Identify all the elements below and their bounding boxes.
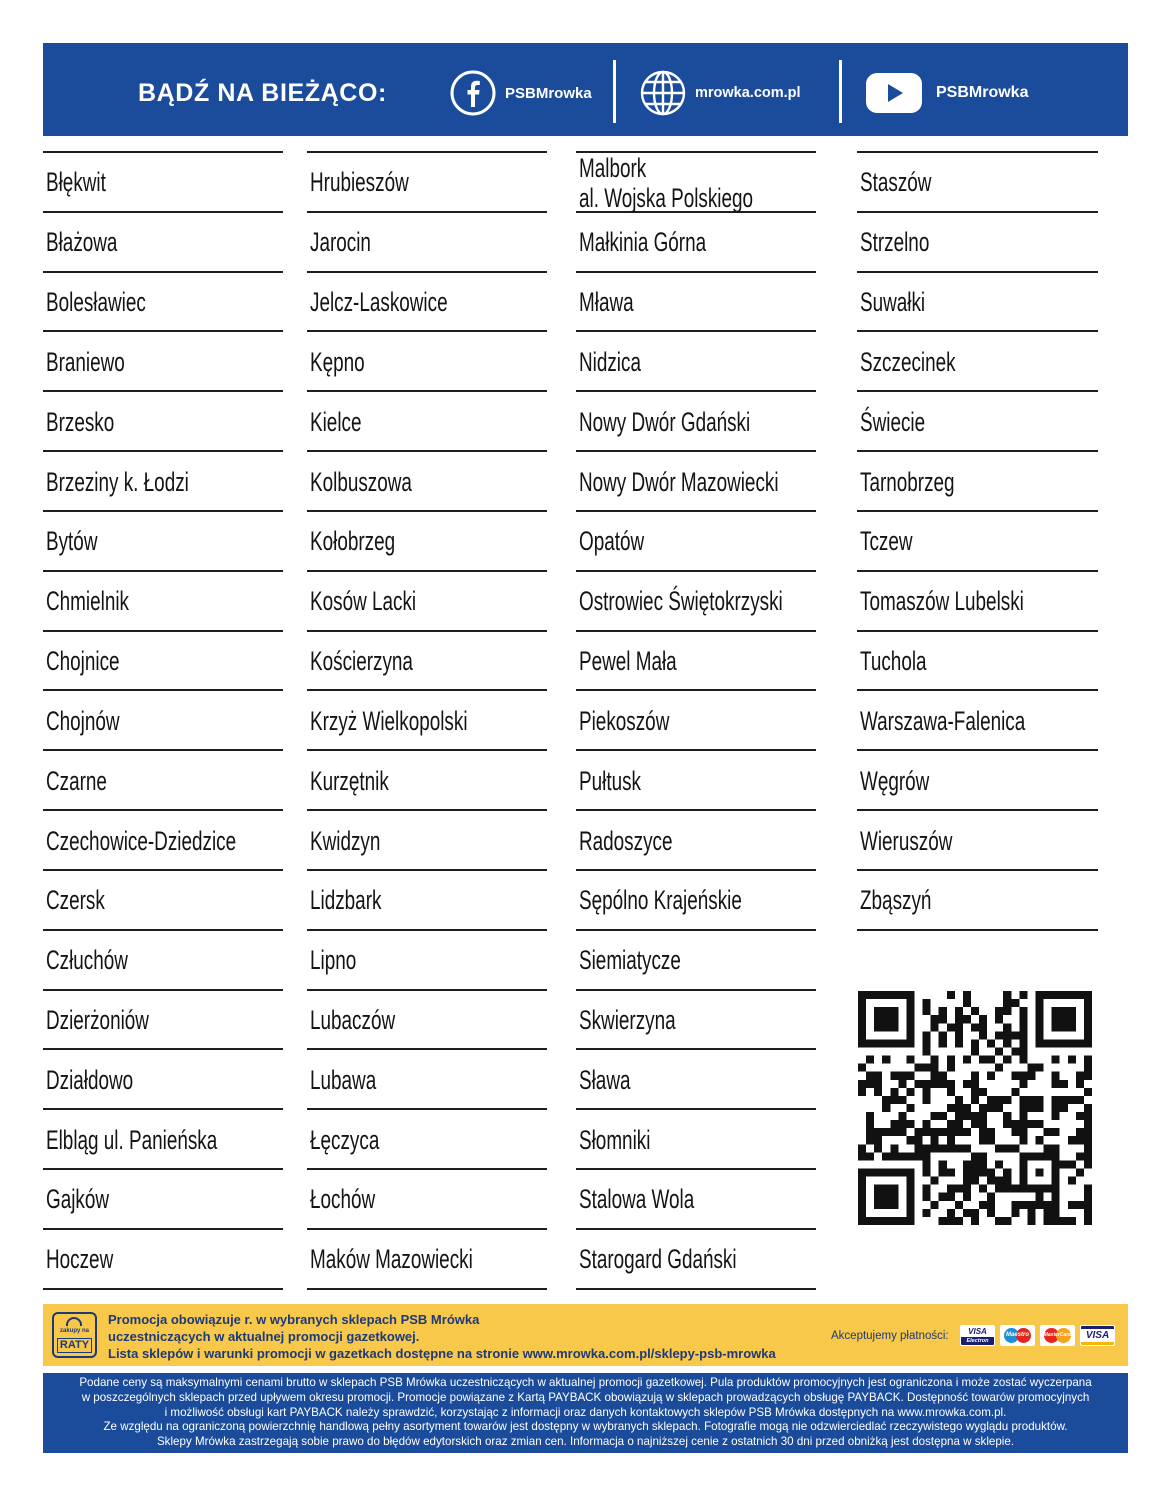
- store-row: [576, 632, 816, 692]
- store-name: Kępno: [310, 346, 365, 377]
- globe-icon: [640, 70, 686, 116]
- store-name: Kościerzyna: [310, 646, 413, 677]
- disclaimer-line: w poszczególnych sklepach przed upływem okresu promocji. Promocje powiązane z Kartą PAYBACK obowiązują w sklepach prowadzących obsługę PAYBACK. Dostępność towarów promocyjnych: [81, 1390, 1090, 1404]
- store-row: [857, 632, 1098, 692]
- disclaimer-line: Ze względu na ograniczoną powierzchnię handlową pełny asortyment towarów jest dostępny w wybranych sklepach. Fotografie mogą nie odzwierciedlać rzeczywistego wyglądu produktów.: [103, 1420, 1068, 1434]
- qr-code: [858, 991, 1092, 1225]
- store-name: Pułtusk: [579, 765, 641, 796]
- banner-divider: [839, 60, 842, 123]
- store-row: [307, 632, 547, 692]
- store-column-4: [857, 151, 1098, 931]
- store-name: Działdowo: [46, 1064, 134, 1095]
- store-name: Łochów: [310, 1184, 376, 1215]
- store-name: Kielce: [310, 406, 362, 437]
- visa-electron-logo: [960, 1325, 995, 1346]
- store-row: [43, 392, 283, 452]
- legal-disclaimer: [43, 1373, 1128, 1453]
- mastercard-label: MasterCard: [1043, 1332, 1072, 1338]
- store-name: Lubawa: [310, 1064, 377, 1095]
- store-row: [43, 931, 283, 991]
- store-row: [307, 931, 547, 991]
- store-name: Tuchola: [860, 646, 927, 677]
- store-row: [43, 512, 283, 572]
- store-column-1: [43, 151, 283, 1290]
- store-name: Nidzica: [579, 346, 641, 377]
- store-name: Skwierzyna: [579, 1005, 676, 1035]
- store-row: [307, 991, 547, 1051]
- store-row: [307, 332, 547, 392]
- store-name: Nowy Dwór Gdański: [579, 406, 751, 437]
- disclaimer-line: i możliwość obsługi kart PAYBACK należy sprawdzić, korzystając z informacji oraz danych kontaktowych sklepów PSB Mrówka dostępnych na www.mrowka.com.pl.: [164, 1405, 1007, 1419]
- website-link[interactable]: [640, 43, 801, 136]
- store-name: Pewel Mała: [579, 646, 677, 677]
- shopping-bag-icon: [52, 1312, 97, 1358]
- promo-notice: [108, 1311, 776, 1362]
- store-row: [576, 572, 816, 632]
- store-name: Tomaszów Lubelski: [860, 586, 1024, 617]
- store-name: Jelcz-Laskowice: [310, 287, 448, 318]
- store-row: [43, 811, 283, 871]
- store-name: Nowy Dwór Mazowiecki: [579, 466, 779, 497]
- store-name: Kurzętnik: [310, 765, 389, 796]
- payments-label: Akceptujemy płatności:: [831, 1330, 949, 1342]
- store-name: Elbląg ul. Panieńska: [46, 1124, 218, 1155]
- installments-badge-label: RATY: [57, 1338, 92, 1353]
- store-row: [43, 1110, 283, 1170]
- store-row: [43, 691, 283, 751]
- store-row: [43, 452, 283, 512]
- store-name: Chojnice: [46, 646, 120, 677]
- store-row: [576, 691, 816, 751]
- store-name: Radoszyce: [579, 825, 673, 856]
- bag-handle: [66, 1317, 82, 1326]
- promo-line: Lista sklepów i warunki promocji w gazetkach dostępne na stronie www.mrowka.com.pl/sklepy-psb-mrowka: [108, 1346, 776, 1361]
- store-name: Kwidzyn: [310, 825, 381, 856]
- store-name: Opatów: [579, 526, 645, 557]
- store-name: Węgrów: [860, 765, 930, 796]
- store-name: Kołobrzeg: [310, 526, 396, 557]
- visa-electron-brand: VISA: [968, 1327, 987, 1336]
- store-name: Lubaczów: [310, 1005, 396, 1035]
- store-row: [857, 332, 1098, 392]
- store-row: [576, 811, 816, 871]
- store-row: [576, 213, 816, 273]
- facebook-icon: [450, 70, 496, 116]
- promo-line: uczestniczących w aktualnej promocji gazetkowej.: [108, 1329, 420, 1344]
- visa-label: VISA: [1085, 1330, 1110, 1341]
- store-row: [576, 751, 816, 811]
- store-name: Hrubieszów: [310, 167, 409, 198]
- store-row: [576, 452, 816, 512]
- facebook-handle: PSBMrowka: [505, 84, 592, 102]
- store-row: [307, 1050, 547, 1110]
- store-name: Lidzbark: [310, 885, 382, 916]
- store-row: [576, 392, 816, 452]
- store-row: [307, 1170, 547, 1230]
- store-row: [576, 332, 816, 392]
- store-name: Malbork: [579, 153, 647, 183]
- store-row: [307, 751, 547, 811]
- store-row: [576, 1050, 816, 1110]
- store-name: Warszawa-Falenica: [860, 705, 1026, 736]
- store-name: Świecie: [860, 406, 926, 437]
- visa-band-gold: [1081, 1342, 1114, 1345]
- store-row: [576, 1110, 816, 1170]
- store-name: Brzesko: [46, 406, 115, 437]
- store-row: [576, 512, 816, 572]
- store-name: Chmielnik: [46, 586, 129, 617]
- store-row: [857, 153, 1098, 213]
- store-name: Piekoszów: [579, 705, 670, 736]
- store-name: Zbąszyń: [860, 885, 932, 916]
- store-row: [307, 871, 547, 931]
- youtube-icon: [866, 73, 922, 113]
- store-row: [43, 991, 283, 1051]
- store-row: [307, 452, 547, 512]
- visa-logo: [1080, 1325, 1115, 1346]
- mastercard-logo: [1040, 1325, 1075, 1346]
- store-row: [43, 273, 283, 333]
- store-row: [43, 153, 283, 213]
- store-row: [307, 213, 547, 273]
- store-name: Bytów: [46, 526, 98, 557]
- store-row: [857, 452, 1098, 512]
- store-row: [43, 572, 283, 632]
- store-name: Starogard Gdański: [579, 1244, 737, 1275]
- store-row: [43, 871, 283, 931]
- store-row: [857, 213, 1098, 273]
- store-row: [43, 632, 283, 692]
- store-name: Czersk: [46, 885, 105, 916]
- store-row: [43, 1050, 283, 1110]
- store-name: Sępólno Krajeńskie: [579, 885, 742, 916]
- store-name: Szczecinek: [860, 346, 956, 377]
- store-row: [307, 572, 547, 632]
- store-name: Gajków: [46, 1184, 110, 1215]
- store-column-2: [307, 151, 547, 1290]
- banner-title: BĄDŹ NA BIEŻĄCO:: [138, 78, 387, 107]
- store-row: [307, 1110, 547, 1170]
- store-row: [43, 213, 283, 273]
- store-name: Mława: [579, 287, 634, 318]
- store-name: Bolesławiec: [46, 287, 146, 318]
- store-name: Brzeziny k. Łodzi: [46, 466, 189, 497]
- store-row: [307, 691, 547, 751]
- banner-divider: [613, 60, 616, 123]
- store-row: [857, 751, 1098, 811]
- store-name: Wieruszów: [860, 825, 953, 856]
- store-name: Krzyż Wielkopolski: [310, 705, 468, 736]
- store-name: Tarnobrzeg: [860, 466, 955, 497]
- store-name: Jarocin: [310, 227, 371, 258]
- store-name: Stalowa Wola: [579, 1184, 695, 1215]
- store-row: [576, 1230, 816, 1290]
- store-name: Czechowice-Dziedzice: [46, 825, 237, 856]
- store-row: [576, 931, 816, 991]
- store-name: Hoczew: [46, 1244, 114, 1275]
- store-name: Tczew: [860, 526, 913, 557]
- store-name: Łęczyca: [310, 1124, 380, 1155]
- social-banner: [43, 43, 1128, 136]
- store-row: [576, 153, 816, 213]
- store-name: Ostrowiec Świętokrzyski: [579, 586, 783, 617]
- store-name: Kolbuszowa: [310, 466, 412, 497]
- disclaimer-line: Sklepy Mrówka zastrzegają sobie prawo do błędów edytorskich oraz zmian cen. Informacja o najniższej cenie z ostatnich 30 dni przed obniżką jest dostępna w sklepie.: [156, 1435, 1015, 1449]
- website-url: mrowka.com.pl: [695, 85, 801, 101]
- store-row: [576, 871, 816, 931]
- store-row: [857, 512, 1098, 572]
- store-name: Błażowa: [46, 227, 118, 258]
- store-name: Błękwit: [46, 167, 106, 198]
- store-name: Czarne: [46, 765, 107, 796]
- store-name: Sława: [579, 1064, 631, 1095]
- store-row: [857, 273, 1098, 333]
- store-name: Staszów: [860, 167, 932, 198]
- store-row: [857, 871, 1098, 931]
- store-row: [43, 1170, 283, 1230]
- store-row: [307, 1230, 547, 1290]
- store-name: Maków Mazowiecki: [310, 1244, 473, 1275]
- store-row: [307, 392, 547, 452]
- store-name: Człuchów: [46, 945, 128, 976]
- promo-bar: [43, 1304, 1128, 1366]
- store-row: [576, 1170, 816, 1230]
- visa-electron-label: Electron: [961, 1337, 994, 1345]
- store-row: [857, 392, 1098, 452]
- youtube-link[interactable]: [866, 43, 1028, 136]
- maestro-label: Maestro: [1005, 1332, 1029, 1338]
- store-row: [307, 153, 547, 213]
- store-name: Siemiatycze: [579, 945, 681, 976]
- store-row: [857, 811, 1098, 871]
- store-row: [43, 332, 283, 392]
- facebook-link[interactable]: [450, 43, 592, 136]
- disclaimer-line: Podane ceny są maksymalnymi cenami brutto w sklepach PSB Mrówka uczestniczących w aktualnej promocji gazetkowej. Pula produktów promocyjnych jest ograniczona i może zostać wyczerpana: [79, 1376, 1092, 1389]
- store-row: [307, 512, 547, 572]
- store-column-3: [576, 151, 816, 1290]
- store-row: [43, 1230, 283, 1290]
- store-row: [857, 691, 1098, 751]
- youtube-channel: PSBMrowka: [936, 84, 1029, 101]
- store-name: Lipno: [310, 945, 357, 976]
- maestro-logo: [1000, 1325, 1035, 1346]
- store-name: Braniewo: [46, 346, 125, 377]
- store-name: Chojnów: [46, 705, 120, 736]
- store-name: Dzierżoniów: [46, 1005, 149, 1035]
- store-row: [307, 811, 547, 871]
- store-row: [857, 572, 1098, 632]
- store-name: Słomniki: [579, 1124, 651, 1155]
- store-row: [576, 273, 816, 333]
- installments-badge-caption: zakupy na: [59, 1328, 89, 1334]
- store-row: [576, 991, 816, 1051]
- store-address: al. Wojska Polskiego: [579, 183, 754, 213]
- promo-line: Promocja obowiązuje r. w wybranych sklepach PSB Mrówka: [108, 1312, 480, 1327]
- store-name: Suwałki: [860, 287, 926, 318]
- store-name: Kosów Lacki: [310, 586, 417, 617]
- store-row: [307, 273, 547, 333]
- store-name: Małkinia Górna: [579, 227, 707, 258]
- store-name: Strzelno: [860, 227, 930, 258]
- store-row: [43, 751, 283, 811]
